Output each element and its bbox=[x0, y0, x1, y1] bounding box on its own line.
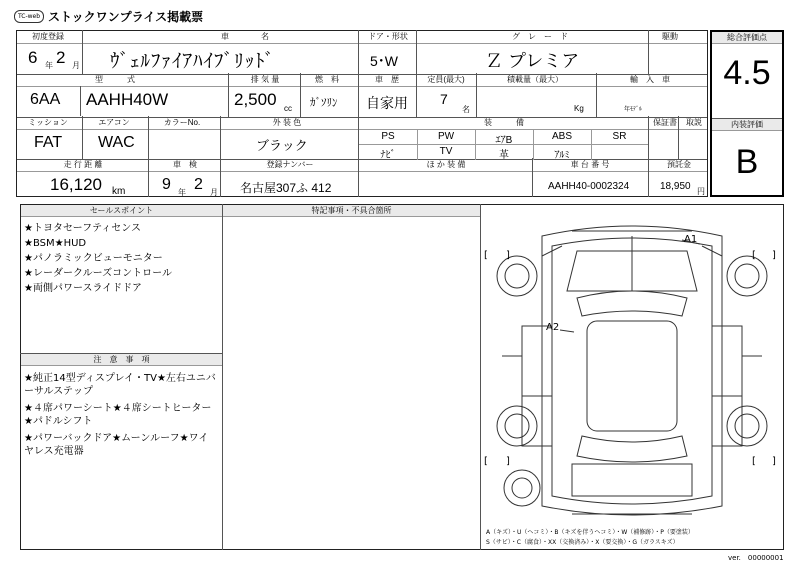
mileage: 16,120 bbox=[50, 175, 102, 194]
list-item: ★パノラミックビューモニター bbox=[24, 253, 163, 264]
bracket: ] bbox=[772, 250, 776, 261]
plate: 名古屋307ふ 412 bbox=[240, 181, 332, 195]
exterior-color: ブラック bbox=[256, 138, 308, 153]
label-chassis-no: 車 台 番 号 bbox=[570, 160, 610, 169]
label-deposit: 預託金 bbox=[667, 160, 691, 169]
label-interior: 内装評価 bbox=[712, 119, 782, 131]
overall-score: 4.5 bbox=[723, 54, 771, 92]
bracket: ] bbox=[506, 456, 510, 467]
equip-leather: 革 bbox=[499, 150, 509, 161]
equip-ps: PS bbox=[381, 131, 395, 142]
car-name: ｳﾞｪﾙﾌｧｲｱﾊｲﾌﾞﾘｯﾄﾞ bbox=[110, 51, 276, 72]
label-load: 積載量（最大） bbox=[507, 75, 563, 84]
unit-kg: Kg bbox=[574, 104, 584, 113]
label-other-equipment: ほ か 装 備 bbox=[426, 160, 466, 169]
usage: 自家用 bbox=[366, 95, 408, 111]
version: ver. 00000001 bbox=[728, 554, 784, 562]
bracket: [ bbox=[752, 456, 756, 467]
door-type: 5･W bbox=[370, 53, 398, 69]
unit-yen: 円 bbox=[697, 187, 705, 196]
list-item: ★純正14型ディスプレイ・TV★左右ユニバーサルステップ bbox=[24, 373, 216, 397]
page-title: ストックワンプライス掲載票 bbox=[48, 10, 204, 24]
legend-line-2: S（サビ）・C（腐食）・XX（交換済み）・X（要交換）・G（ガラスキズ） bbox=[486, 539, 679, 546]
list-item: ★４席パワーシート★４席シートヒーター★パドルシフト bbox=[24, 403, 212, 427]
notes-list bbox=[24, 372, 218, 462]
deposit: 18,950 bbox=[660, 181, 691, 192]
unit-year: 年 bbox=[45, 61, 53, 70]
list-item: ★BSM★HUD bbox=[24, 238, 87, 249]
label-inspection: 車 検 bbox=[173, 160, 197, 169]
unit-insp-year: 年 bbox=[178, 188, 186, 197]
unit-cc: cc bbox=[284, 104, 292, 113]
label-drive: 駆動 bbox=[662, 32, 678, 41]
label-notes: 注 意 事 項 bbox=[21, 354, 222, 366]
bracket: ] bbox=[772, 456, 776, 467]
unit-km: km bbox=[112, 186, 126, 197]
label-car-name: 車 名 bbox=[221, 32, 269, 41]
first-reg-month: 2 bbox=[56, 48, 66, 67]
label-warranty: 保証書 bbox=[653, 118, 677, 127]
equip-sr: SR bbox=[612, 131, 627, 142]
label-mission: ミッション bbox=[28, 118, 68, 127]
mission: FAT bbox=[34, 134, 63, 151]
label-import: 輸 入 車 bbox=[630, 75, 670, 84]
label-fuel: 燃 料 bbox=[315, 75, 339, 84]
bracket: [ bbox=[484, 250, 488, 261]
label-first-reg: 初度登録 bbox=[32, 32, 64, 41]
equip-airbag: ｴｱB bbox=[495, 135, 513, 146]
model: AAHH40W bbox=[86, 90, 169, 109]
equip-tv: TV bbox=[439, 146, 453, 157]
legend-line-1: A（キズ）・U（ヘコミ）・B（キズを伴うヘコミ）・W（補修跡）・P（要塗装） bbox=[486, 529, 694, 536]
list-item: ★トヨタセーフティセンス bbox=[24, 223, 141, 234]
equip-abs: ABS bbox=[551, 131, 572, 142]
first-reg-year: 6 bbox=[28, 48, 38, 67]
label-mileage: 走 行 距 離 bbox=[63, 160, 103, 169]
label-exterior-color: 外 装 色 bbox=[272, 118, 302, 127]
fuel: ｶﾞｿﾘﾝ bbox=[310, 97, 338, 109]
label-displacement: 排 気 量 bbox=[250, 75, 280, 84]
unit-model-year: 年ﾓﾃﾞﾙ bbox=[624, 107, 643, 113]
label-door-type: ドア・形状 bbox=[368, 32, 408, 41]
list-item: ★両側パワースライドドア bbox=[24, 283, 142, 294]
model-code: 6AA bbox=[30, 91, 61, 108]
displacement: 2,500 bbox=[234, 90, 277, 109]
damage-mark-a2: A2 bbox=[546, 322, 560, 333]
damage-mark-a1: A1 bbox=[684, 234, 698, 245]
logo: TC-web bbox=[14, 10, 44, 23]
score-box bbox=[710, 30, 784, 197]
inspection-year: 9 bbox=[162, 176, 171, 193]
label-aircon: エアコン bbox=[98, 118, 130, 127]
car-diagram bbox=[482, 206, 782, 548]
bracket: ] bbox=[506, 250, 510, 261]
label-remarks: 特記事項・不具合箇所 bbox=[223, 205, 480, 217]
unit-month: 月 bbox=[72, 61, 80, 70]
unit-person: 名 bbox=[462, 105, 470, 114]
label-plate: 登録ナンバー bbox=[266, 160, 314, 169]
interior-grade: B bbox=[735, 143, 759, 181]
list-item: ★レーダークルーズコントロール bbox=[24, 268, 172, 279]
label-model: 型 式 bbox=[95, 75, 135, 84]
aircon: WAC bbox=[98, 134, 135, 151]
label-grade: グ レ ー ド bbox=[512, 32, 568, 41]
bracket: [ bbox=[752, 250, 756, 261]
inspection-month: 2 bbox=[194, 176, 203, 193]
label-capacity: 定員(最大) bbox=[427, 75, 465, 84]
label-manual: 取説 bbox=[686, 118, 702, 127]
label-color-no: カラーNo. bbox=[163, 118, 201, 127]
sales-points-list bbox=[24, 221, 220, 296]
equip-navi: ﾅﾋﾞ bbox=[380, 150, 396, 161]
equip-pw: PW bbox=[437, 131, 455, 142]
equip-alloy: ｱﾙﾐ bbox=[554, 150, 570, 161]
bracket: [ bbox=[484, 456, 488, 467]
equipment-grid bbox=[359, 129, 648, 160]
list-item: ★パワーバックドア★ムーンルーフ★ワイヤレス充電器 bbox=[24, 433, 209, 457]
unit-insp-month: 月 bbox=[210, 188, 218, 197]
label-overall: 総合評価点 bbox=[712, 32, 782, 44]
grade: Ｚ プレミア bbox=[485, 51, 580, 71]
capacity: 7 bbox=[440, 91, 448, 107]
label-usage: 車 歴 bbox=[375, 75, 399, 84]
chassis-no: AAHH40-0002324 bbox=[548, 181, 630, 192]
label-equipment: 装 備 bbox=[484, 118, 524, 127]
label-sales-points: セールスポイント bbox=[21, 205, 222, 217]
